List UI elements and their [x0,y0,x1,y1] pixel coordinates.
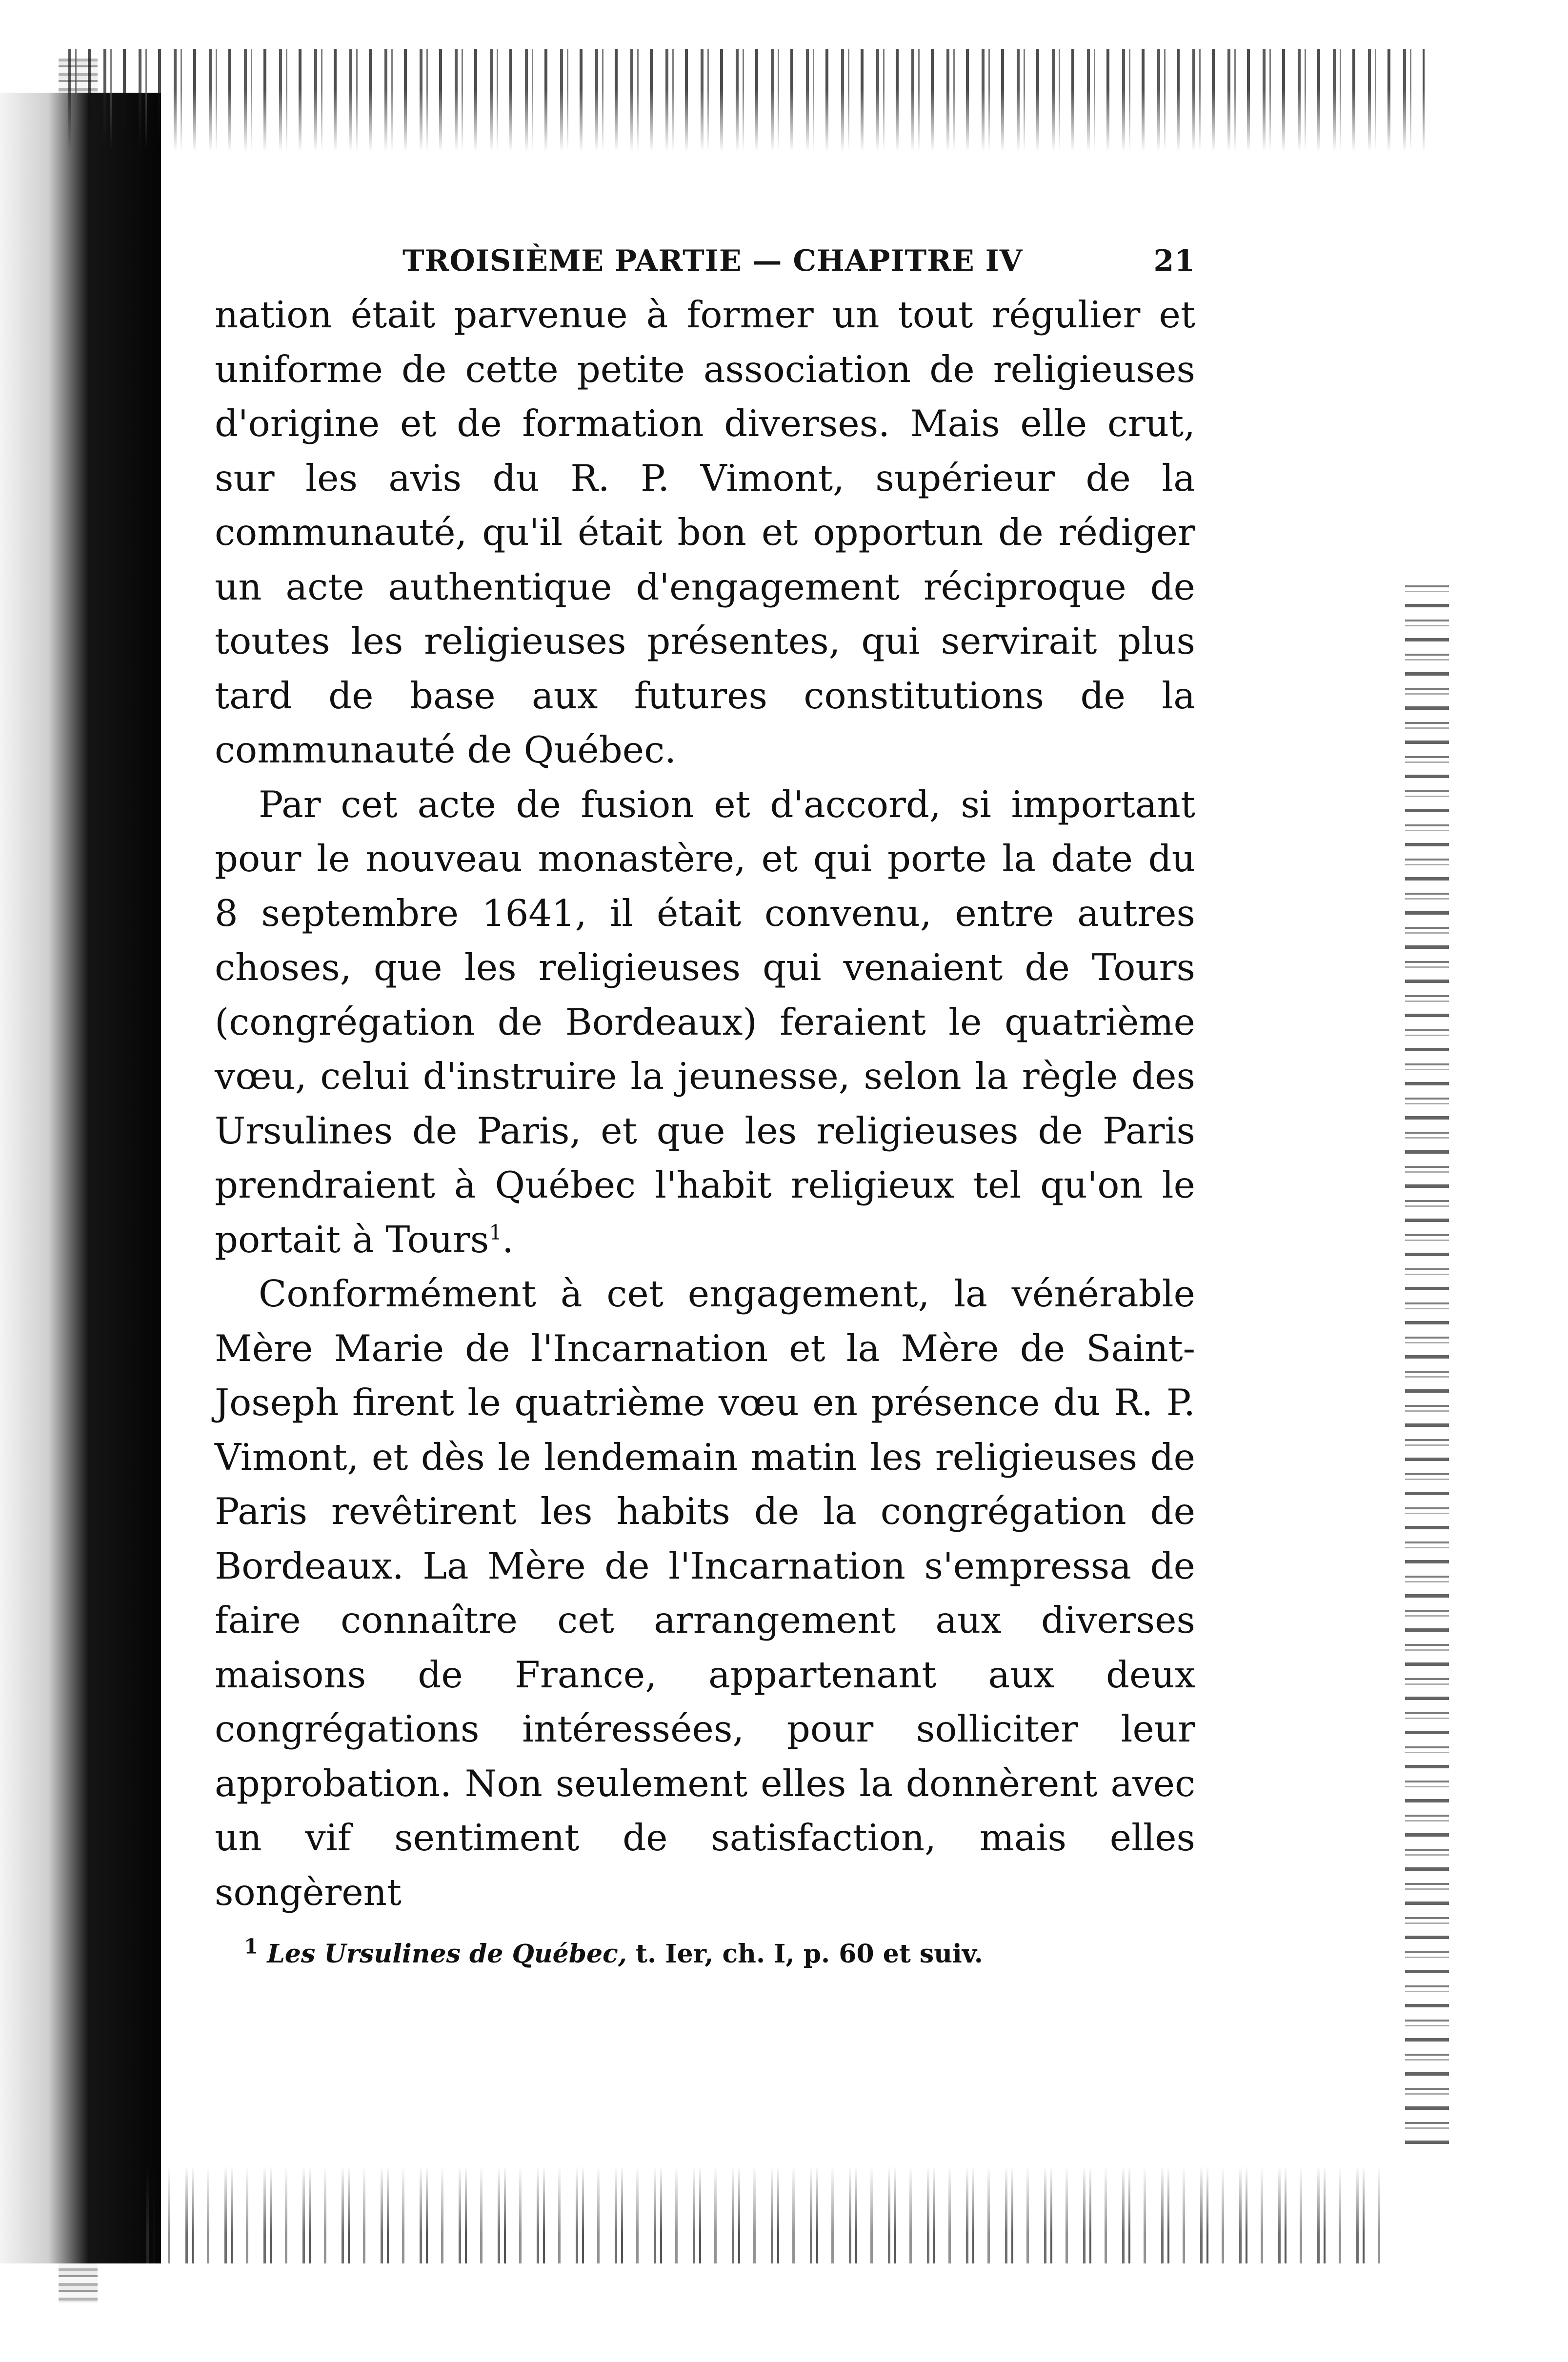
scan-top-noise [68,49,1425,151]
paragraph-2-end: . [502,1218,514,1261]
footnote-citation: t. Ier, ch. I, p. 60 et suiv. [636,1939,983,1969]
scan-bottom-noise [146,2166,1395,2263]
footnote-reference: 1 [489,1220,503,1244]
book-page [215,234,1195,1971]
body-text [215,288,1195,1920]
page-number: 21 [1153,244,1195,278]
running-head-title: TROISIÈME PARTIE — CHAPITRE IV [402,244,1023,278]
footnote-marker: 1 [244,1934,259,1959]
paragraph-2 [215,778,1195,1267]
paragraph-2-text: Par cet acte de fusion et d'accord, si important pour le nouveau monastère, et qui porte la date du 8 septembre 1641, il était convenu, entre autres choses, que les religieuses qui venaient de Tours (congrégation de Bordeaux) feraient le quatrième vœu, celui d'instruire la jeunesse, selon la règle des Ursulines de Paris, et que les religieuses de Paris prendraient à Québec l'habit religieux tel qu'on le portait à Tours [215,782,1195,1261]
paragraph-1: nation était parvenue à former un tout régulier et uniforme de cette petite association de religieuses d'origine et de formation diverses. Mais elle crut, sur les avis du R. P. Vimont, supérieur de la communauté, qu'il était bon et opportun de rédiger un acte authentique d'engagement réciproque de toutes les religieuses présentes, qui servirait plus tard de base aux futures constitutions de la communauté de Québec. [215,293,1195,771]
footnote-title: Les Ursulines de Québec, [267,1939,627,1969]
paragraph-3: Conformément à cet engagement, la vénérable Mère Marie de l'Incarnation et la Mère de Saint-Joseph firent le quatrième vœu en présence du R. P. Vimont, et dès le lendemain matin les religieuses de Paris revêtirent les habits de la congrégation de Bordeaux. La Mère de l'Incarnation s'empressa de faire connaître cet arrangement aux diverses maisons de France, appartenant aux deux congrégations intéressées, pour solliciter leur approbation. Non seulement elles la donnèrent avec un vif sentiment de satisfaction, mais elles songèrent [215,1272,1195,1914]
scan-left-shadow [0,93,161,2263]
scan-right-noise [1405,585,1449,2146]
running-head [215,234,1195,288]
footnote [215,1934,1195,1971]
